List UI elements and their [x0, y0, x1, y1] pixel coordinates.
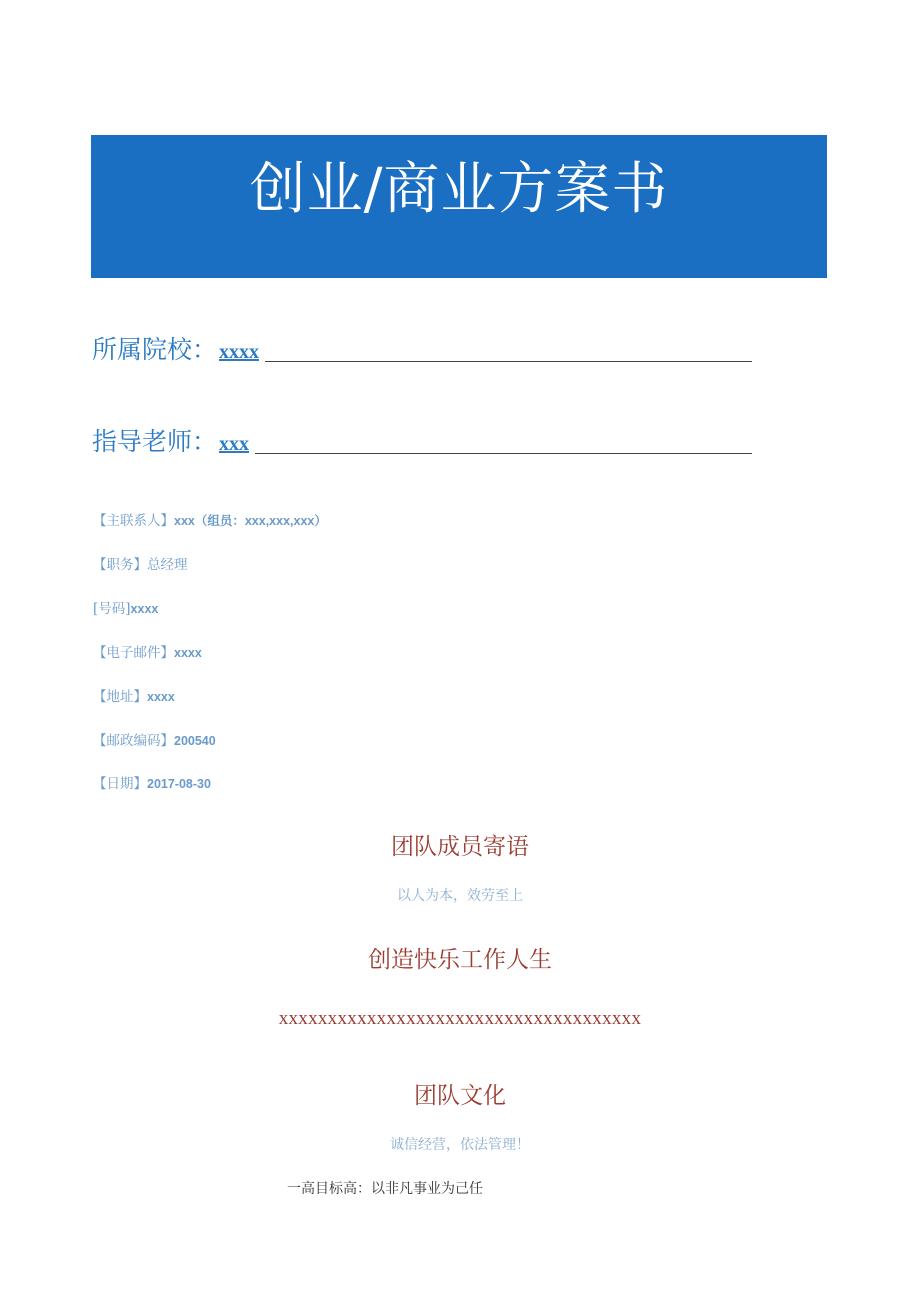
team-culture-heading: 团队文化 [414, 1083, 506, 1109]
position-line [93, 553, 188, 573]
team-message-motto: 以人为本，效劳至上 [397, 888, 523, 904]
teacher-underline [255, 453, 752, 454]
school-label: 所属院校： [92, 335, 218, 364]
contact-line [93, 509, 327, 529]
team-culture-motto: 诚信经营，依法管理！ [390, 1137, 530, 1153]
email-label: 【电子邮件】 [93, 645, 174, 661]
postcode-value: 200540 [174, 734, 216, 748]
date-value: 2017-08-30 [147, 777, 211, 791]
placeholder-line: xxxxxxxxxxxxxxxxxxxxxxxxxxxxxxxxxxxxx [278, 1008, 642, 1029]
postcode-line [93, 729, 216, 749]
email-value: xxxx [174, 646, 202, 660]
email-line [93, 641, 202, 661]
contact-label: 【主联系人】 [93, 513, 174, 529]
teacher-label: 指导老师： [92, 427, 218, 456]
phone-label: [号码] [93, 601, 131, 617]
address-label: 【地址】 [93, 689, 147, 705]
team-message-heading: 团队成员寄语 [391, 834, 529, 860]
address-line [93, 685, 175, 705]
date-line [93, 772, 211, 792]
school-value: xxxx [219, 341, 260, 363]
contact-value: xxx（组员：xxx,xxx,xxx） [174, 514, 327, 528]
phone-line [93, 597, 158, 617]
team-slogan: 创造快乐工作人生 [368, 947, 552, 973]
date-label: 【日期】 [93, 776, 147, 792]
teacher-value: xxx [219, 433, 250, 455]
title-banner [91, 135, 827, 278]
postcode-label: 【邮政编码】 [93, 733, 174, 749]
school-field [92, 327, 752, 367]
document-title: 创业/商业方案书 [249, 157, 669, 222]
culture-goal-line: 一高目标高：以非凡事业为己任 [287, 1181, 483, 1197]
phone-value: xxxx [130, 602, 159, 616]
teacher-field [92, 419, 752, 459]
address-value: xxxx [147, 690, 175, 704]
school-underline [265, 361, 752, 362]
position-label: 【职务】 [93, 557, 147, 573]
position-value: 总经理 [147, 557, 188, 573]
